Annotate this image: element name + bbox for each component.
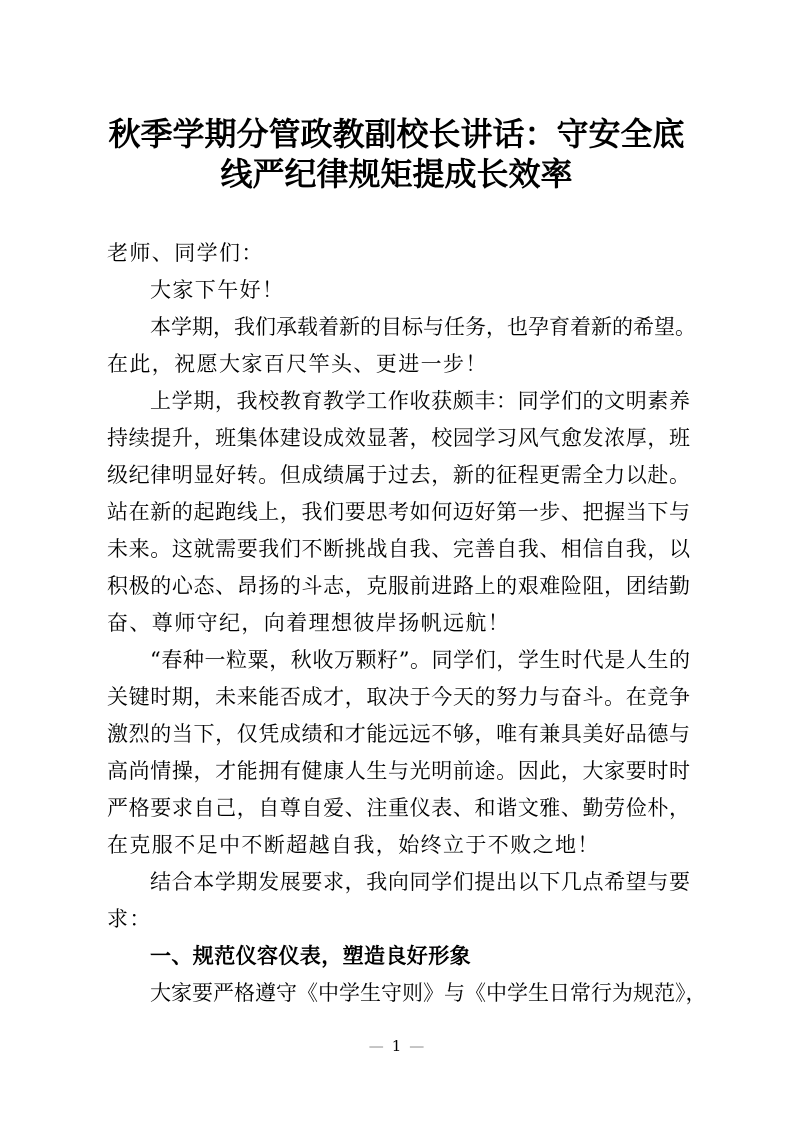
paragraph-greeting	[107, 272, 690, 309]
paragraph-section-one	[107, 975, 707, 1012]
paragraph-line: 在此，祝愿大家百尺竿头、更进一步！	[107, 352, 488, 376]
paragraph-line: 未来。这就需要我们不断挑战自我、完善自我、相信自我，以	[107, 537, 690, 561]
section-heading: 一、规范仪容仪表，塑造良好形象	[150, 944, 471, 968]
paragraph-requirements-intro	[107, 864, 690, 938]
paragraph-line: 严格要求自己，自尊自爱、注重仪表、和谐文雅、勤劳俭朴，	[107, 796, 690, 820]
salutation-line: 老师、同学们：	[107, 241, 264, 265]
paragraph-line: 关键时期，未来能否成才，取决于今天的努力与奋斗。在竞争	[107, 685, 690, 709]
paragraph-line: 积极的心态、昂扬的斗志，克服前进路上的艰难险阻，团结勤	[107, 574, 690, 598]
paragraph-line: 奋、尊师守纪，向着理想彼岸扬帆远航！	[107, 611, 511, 635]
paragraph-line: 大家要严格遵守《中学生守则》与《中学生日常行为规范》，	[150, 981, 707, 1005]
title-line-2: 线严纪律规矩提成长效率	[220, 155, 573, 193]
paragraph-line: 激烈的当下，仅凭成绩和才能远远不够，唯有兼具美好品德与	[107, 722, 690, 746]
paragraph-line: 结合本学期发展要求，我向同学们提出以下几点希望与要	[150, 870, 690, 894]
paragraph-line: 持续提升，班集体建设成效显著，校园学习风气愈发浓厚，班	[107, 426, 690, 450]
paragraph-line: 高尚情操，才能拥有健康人生与光明前途。因此，大家要时时	[107, 759, 690, 783]
paragraph-line: 级纪律明显好转。但成绩属于过去，新的征程更需全力以赴。	[107, 463, 690, 487]
page-number-value: 1	[391, 1037, 402, 1055]
page-number-dash-right: —	[409, 1037, 425, 1055]
paragraph-last-semester	[107, 383, 690, 642]
paragraph-line: 大家下午好！	[150, 278, 285, 302]
paragraph-line: 在克服不足中不断超越自我，始终立于不败之地！	[107, 833, 600, 857]
page-number-dash-left: —	[368, 1037, 384, 1055]
document-title	[100, 114, 693, 194]
paragraph-line: 站在新的起跑线上，我们要思考如何迈好第一步、把握当下与	[107, 500, 690, 524]
paragraph-line: 上学期，我校教育教学工作收获颇丰：同学们的文明素养	[150, 389, 690, 413]
salutation	[107, 235, 690, 272]
document-body	[107, 235, 707, 1012]
paragraph-spring-autumn	[107, 642, 690, 864]
page-number	[0, 1036, 793, 1056]
paragraph-line: 求：	[107, 907, 152, 931]
paragraph-line: 本学期，我们承载着新的目标与任务，也孕育着新的希望。	[150, 315, 696, 339]
paragraph-line: “春种一粒粟，秋收万颗籽”。同学们，学生时代是人生的	[150, 648, 690, 672]
title-line-1: 秋季学期分管政教副校长讲话：守安全底	[108, 115, 685, 153]
paragraph-new-semester	[107, 309, 696, 383]
